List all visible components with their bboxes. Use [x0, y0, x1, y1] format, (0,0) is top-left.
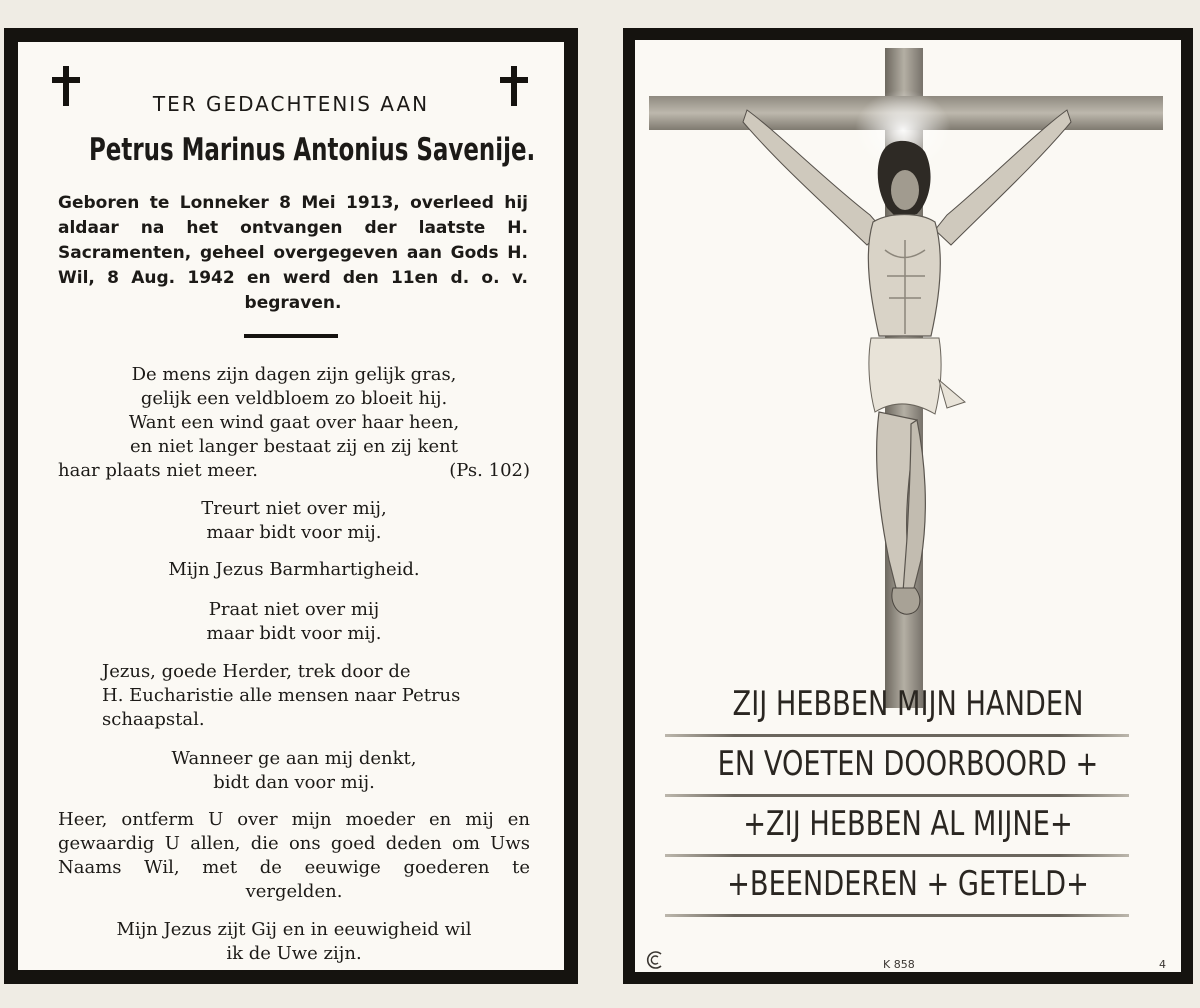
psalm-line: haar plaats niet meer.	[58, 460, 258, 481]
prayer-eeuwigheid	[58, 918, 530, 966]
prayer-line: ik de Uwe zijn.	[226, 943, 362, 964]
text-panel	[18, 42, 564, 970]
corner-number: 4	[1159, 958, 1166, 971]
prayer-line: Praat niet over mij	[208, 599, 380, 620]
caption-rule	[665, 734, 1129, 737]
prayer-line: Jezus, goede Herder, trek door de	[102, 661, 411, 682]
prayer-wanneer	[58, 747, 530, 795]
prayer-treurt	[58, 497, 530, 545]
caption-line-3: +ZIJ HEBBEN AL MIJNE+	[743, 804, 1073, 844]
prayer-line: Mijn Jezus Barmhartigheid.	[168, 559, 420, 580]
prayer-heer: Heer, ontferm U over mijn moeder en mij en gewaardig U allen, die ons goed deden om Uws Naams Wil, met de eeuwige goederen te vergelden.	[58, 809, 530, 902]
prayer-line: Treurt niet over mij,	[201, 498, 387, 519]
prayer-line: maar bidt voor mij.	[206, 522, 382, 543]
prayer-praat	[58, 598, 530, 646]
psalm-line: De mens zijn dagen zijn gelijk gras,	[131, 364, 457, 385]
publisher-logo-icon	[645, 950, 665, 970]
psalm-line: en niet langer bestaat zij en zij kent	[129, 436, 458, 457]
image-panel	[635, 40, 1181, 972]
psalm-line: gelijk een veldbloem zo bloeit hij.	[140, 388, 448, 409]
biography: Geboren te Lonneker 8 Mei 1913, overleed hij aldaar na het ontvangen der laatste H. Sacramenten, geheel overgegeven aan Gods H. Wil, 8 Aug. 1942 en werd den 11en d. o. v. begraven.	[58, 193, 528, 313]
divider	[244, 334, 338, 338]
psalm-reference: (Ps. 102)	[449, 460, 530, 481]
caption-rule	[665, 794, 1129, 797]
prayer-barmhartigheid	[58, 558, 530, 582]
psalm-last-row	[58, 459, 530, 483]
prayer-line: schaapstal.	[102, 709, 205, 730]
psalm-verse	[58, 363, 530, 483]
memorial-card-text	[4, 28, 578, 984]
prayer-line: bidt dan voor mij.	[213, 772, 375, 793]
prayer-line: maar bidt voor mij.	[206, 623, 382, 644]
prayer-line: Mijn Jezus zijt Gij en in eeuwigheid wil	[116, 919, 472, 940]
psalm-line: Want een wind gaat over haar heen,	[128, 412, 460, 433]
caption-rule	[665, 914, 1129, 917]
prayer-line: H. Eucharistie alle mensen naar Petrus	[102, 685, 461, 706]
caption-rule	[665, 854, 1129, 857]
prayer-herder	[58, 660, 530, 732]
print-code: K 858	[883, 958, 915, 971]
deceased-name: Petrus Marinus Antonius Savenije.	[88, 132, 536, 168]
memorial-heading: TER GEDACHTENIS AAN	[152, 92, 430, 116]
caption-line-2: EN VOETEN DOORBOORD +	[717, 744, 1099, 784]
caption-line-4: +BEENDEREN + GETELD+	[727, 864, 1089, 904]
prayer-line: Wanneer ge aan mij denkt,	[171, 748, 417, 769]
memorial-card-image	[623, 28, 1193, 984]
caption-line-1: ZIJ HEBBEN MIJN HANDEN	[732, 684, 1084, 724]
